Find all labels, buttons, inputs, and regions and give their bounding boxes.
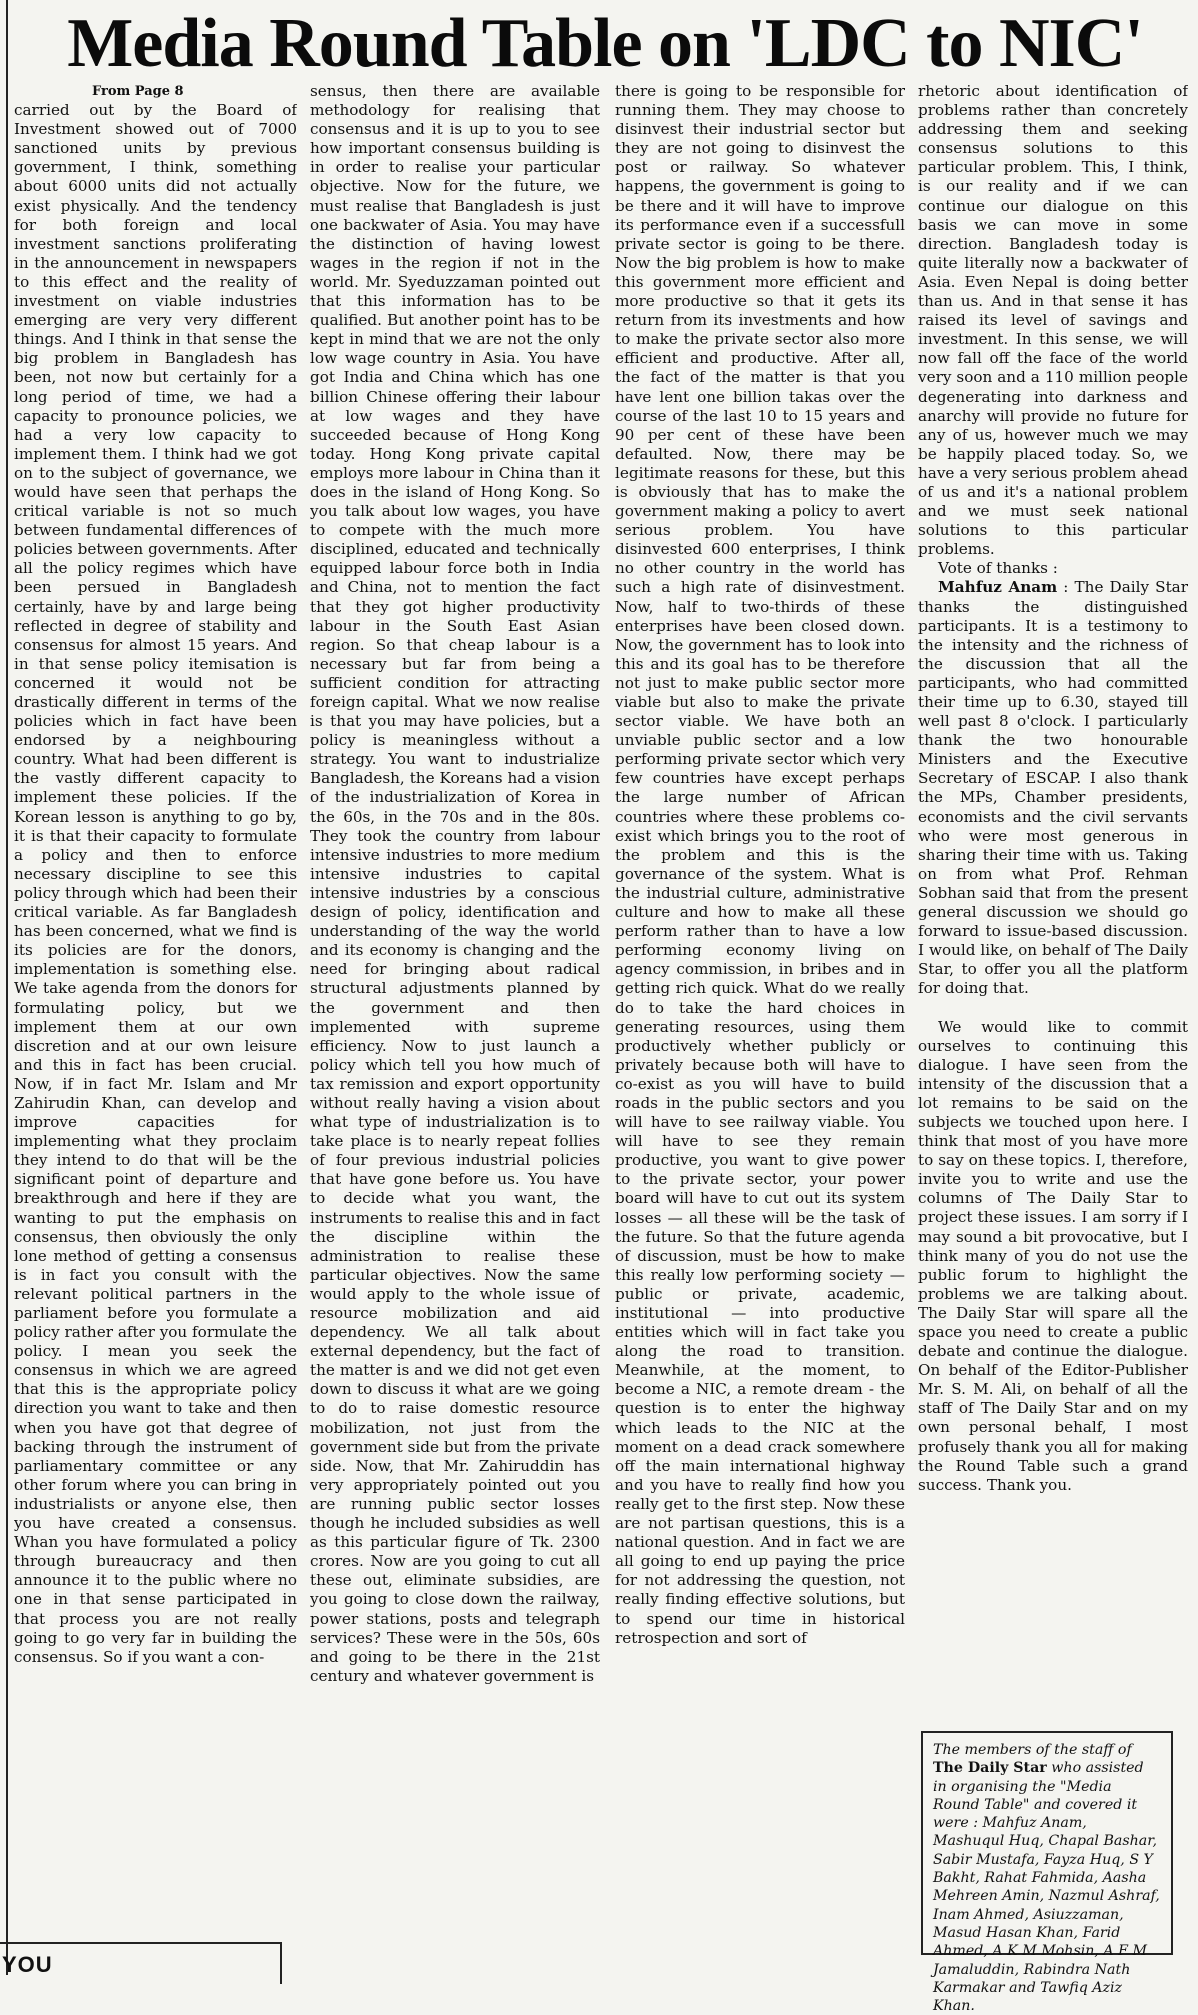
column-4-para-1: rhetoric about identification of problems rather than concretely addressing them and seeking consensus solutions to this particular problem. This, I think, is our reality and if we can continue our dialogue on this basis we can move in some direction. Bangladesh today is quite literally now a backwater of Asia. Even Nepal is doing better than us. And in that sense it has raised its level of savings and investment. In this sense, we will now fall off the face of the world very soon and a 110 million people degenerating into darkness and anarchy will provide no future for any of us, however much we may be happily placed today. So, we have a very serious problem ahead of us and it's a national problem and we must seek national solutions to this particular problems. bbox=[918, 82, 1188, 559]
article-column-1 bbox=[14, 82, 297, 1962]
daily-star-masthead: The Daily Star bbox=[933, 1760, 1047, 1777]
article-column-3 bbox=[615, 82, 905, 1962]
column-4-para-3: We would like to commit ourselves to continuing this dialogue. I have seen from the intensity of the discussion that a lot remains to be said on the subjects we touched upon here. I think that most of you have more to say on these topics. I, therefore, invite you to write and use the columns of The Daily Star to project these issues. I am sorry if I may sound a bit provocative, but I think many of you do not use the public forum to highlight the problems we are talking about. The Daily Star will spare all the space you need to create a public debate and continue the dialogue. On behalf of the Editor-Publisher Mr. S. M. Ali, on behalf of all the staff of The Daily Star and on my own personal behalf, I most profusely thank you all for making the Round Table such a grand success. Thank you. bbox=[918, 1017, 1188, 1494]
adjacent-article-fragment: YOU bbox=[2, 1952, 53, 1977]
column-4-para-2 bbox=[918, 578, 1188, 998]
column-2-text: sensus, then there are available methodology for realising that consensus and it is up to you to see how important consensus building is in order to realise your particular objective. Now for the future, we must realise that Bangladesh is just one backwater of Asia. You may have the distinction of having lowest wages in the region if not in the world. Mr. Syeduzzaman pointed out that this information has to be qualified. But another point has to be kept in mind that we are not the only low wage country in Asia. You have got India and China which has one billion Chinese offering their labour at low wages and they have succeeded because of Hong Kong today. Hong Kong private capital employs more labour in China than it does in the island of Hong Kong. So you talk about low wages, you have to compete with the much more disciplined, educated and technically equipped labour force both in India and China, not to mention the fact that they got higher productivity labour in the South East Asian region. So that cheap labour is a necessary but far from being a sufficient condition for attracting foreign capital. What we now realise is that you may have policies, but a policy is meaningless without a strategy. You want to industrialize Bangladesh, the Koreans had a vision of the industrialization of Korea in the 60s, in the 70s and in the 80s. They took the country from labour intensive industries to more medium intensive industries to capital intensive industries by a conscious design of policy, identification and understanding of the way the world and its economy is changing and the need for bringing about radical structural adjustments planned by the government and then implemented with supreme efficiency. Now to just launch a policy which tell you how much of tax remission and export opportunity without really having a vision about what type of industrialization is to take place is to nearly repeat follies of four previous industrial policies that have gone before us. You have to decide what you want, the instruments to realise this and in fact the discipline within the administration to realise these particular objectives. Now the same would apply to the whole issue of resource mobilization and aid dependency. We all talk about external dependency, but the fact of the matter is and we did not get even down to discuss it what are we going to do to raise domestic resource mobilization, not just from the government side but from the private side. Now, that Mr. Zahiruddin has very appropriately pointed out you are running public sector losses though he included subsidies as well as this particular figure of Tk. 2300 crores. Now are you going to cut all these out, eliminate subsidies, are you going to close down the railway, power stations, posts and telegraph services? These were in the 50s, 60s and going to be there in the 21st century and whatever government is bbox=[310, 82, 600, 1685]
staff-credits-prefix: The members of the staff of bbox=[933, 1742, 1132, 1758]
staff-credits-box bbox=[921, 1731, 1173, 2015]
speaker-name: Mahfuz Anam bbox=[938, 578, 1058, 597]
vote-of-thanks-heading: Vote of thanks : bbox=[938, 559, 1058, 578]
staff-credits-list: who assisted in organising the "Media Round Table" and covered it were : Mahfuz Anam, Mashuqul Huq, Chapal Bashar, Sabir Mustafa, Fayza Huq, S Y Bakht, Rahat Fahmida, Aasha Mehreen Amin, Nazmul Ashraf, Inam Ahmed, Asiuzzaman, Masud Hasan Khan, Farid Ahmed, A K M Mohsin, A F M Jamaluddin, Rabindra Nath Karmakar and Tawfiq Aziz Khan. bbox=[933, 1760, 1160, 2015]
article-column-4 bbox=[918, 82, 1188, 1962]
staff-credits-text bbox=[933, 1741, 1161, 2015]
vote-of-thanks-text: : The Daily Star thanks the distinguished participants. It is a testimony to the intensity and the richness of the discussion that all the participants, who had committed their time up to 6.30, stayed till well past 8 o'clock. I particularly thank the two honourable Ministers and the Executive Secretary of ESCAP. I also thank the MPs, Chamber presidents, economists and the civil servants who were most generous in sharing their time with us. Taking on from what Prof. Rehman Sobhan said that from the present general discussion we should go forward to issue-based discussion. I would like, on behalf of The Daily Star, to offer you all the platform for doing that. bbox=[918, 578, 1188, 998]
paragraph-gap bbox=[918, 999, 1188, 1018]
column-3-text: there is going to be responsible for running them. They may choose to disinvest their industrial sector but they are not going to disinvest the post or railway. So whatever happens, the government is going to be there and it will have to improve its performance even if a successfull private sector is going to be there. Now the big problem is how to make this government more efficient and more productive so that it gets its return from its investments and how to make the private sector also more efficient and productive. After all, the fact of the matter is that you have lent one billion takas over the course of the last 10 to 15 years and 90 per cent of these have been defaulted. Now, there may be legitimate reasons for these, but this is obviously that has to make the government making a policy to avert serious problem. You have disinvested 600 enterprises, I think no other country in the world has such a high rate of disinvestment. Now, half to two-thirds of these enterprises have been closed down. Now, the government has to look into this and its goal has to be therefore not just to make public sector more viable but also to make the private sector viable. We have both an unviable public sector and a low performing private sector which very few countries have except perhaps the large number of African countries where these problems co-exist which brings you to the root of the problem and this is the governance of the system. What is the industrial culture, administrative culture and how to make all these perform rather than to have a low performing economy living on agency commission, in bribes and in getting rich quick. What do we really do to take the hard choices in generating resources, using them productively whether publicly or privately because both will have to co-exist as you will have to build roads in the public sectors and you will have to see railway viable. You will have to see they remain productive, you want to give power to the private sector, your power board will have to cut out its system losses — all these will be the task of the future. So that the future agenda of discussion, must be how to make this really low performing society — public or private, academic, institutional — into productive entities which will in fact take you along the road to transition. Meanwhile, at the moment, to become a NIC, a remote dream - the question is to enter the highway which leads to the NIC at the moment on a dead crack somewhere off the main international highway and you have to really find how you really get to the first step. Now these are not partisan questions, this is a national question. And in fact we are all going to end up paying the price for not addressing the question, not really finding effective solutions, but to spend our time in historical retrospection and sort of bbox=[615, 82, 905, 1647]
article-column-2 bbox=[310, 82, 600, 1962]
continued-from-label: From Page 8 bbox=[92, 84, 184, 99]
column-1-text: carried out by the Board of Investment showed out of 7000 sanctioned units by previous government, I think, something about 6000 units did not actually exist physically. And the tendency for both foreign and local investment sanctions proliferating in the announcement in newspapers to this effect and the reality of investment on viable industries emerging are very very different things. And I think in that sense the big problem in Bangladesh has been, not now but certainly for a long period of time, we had a capacity to pronounce policies, we had a very low capacity to implement them. I think had we got on to the subject of governance, we would have seen that perhaps the critical variable is not so much between fundamental differences of policies between governments. After all the policy regimes which have been persued in Bangladesh certainly, have by and large being reflected in degree of stability and consensus for almost 15 years. And in that sense policy itemisation is concerned it would not be drastically different in terms of the policies which in fact have been endorsed by a neighbouring country. What had been different is the vastly different capacity to implement these policies. If the Korean lesson is anything to go by, it is that their capacity to formulate a policy and then to enforce necessary discipline to see this policy through which had been their critical variable. As far Bangladesh has been concerned, what we find is its policies are for the donors, implementation is something else. We take agenda from the donors for formulating policy, but we implement them at our own discretion and at our own leisure and this in fact has been crucial. Now, if in fact Mr. Islam and Mr Zahirudin Khan, can develop and improve capacities for implementing what they proclaim they intend to do that will be the significant point of departure and breakthrough and here if they are wanting to put the emphasis on consensus, then obviously the only lone method of getting a consensus is in fact you consult with the relevant political partners in the parliament before you formulate a policy rather after you formulate the policy. I mean you seek the consensus in which we are agreed that this is the appropriate policy direction you want to take and then when you have got that degree of backing through the instrument of parliamentary committee or any other forum where you can bring in industrialists or anyone else, then you have created a consensus. Whan you have formulated a policy through bureaucracy and then announce it to the public where no one in that sense participated in that process you are not really going to go very far in building the consensus. So if you want a con- bbox=[14, 101, 297, 1666]
headline: Media Round Table on 'LDC to NIC' bbox=[67, 5, 1143, 82]
left-margin-rule bbox=[6, 0, 8, 1975]
